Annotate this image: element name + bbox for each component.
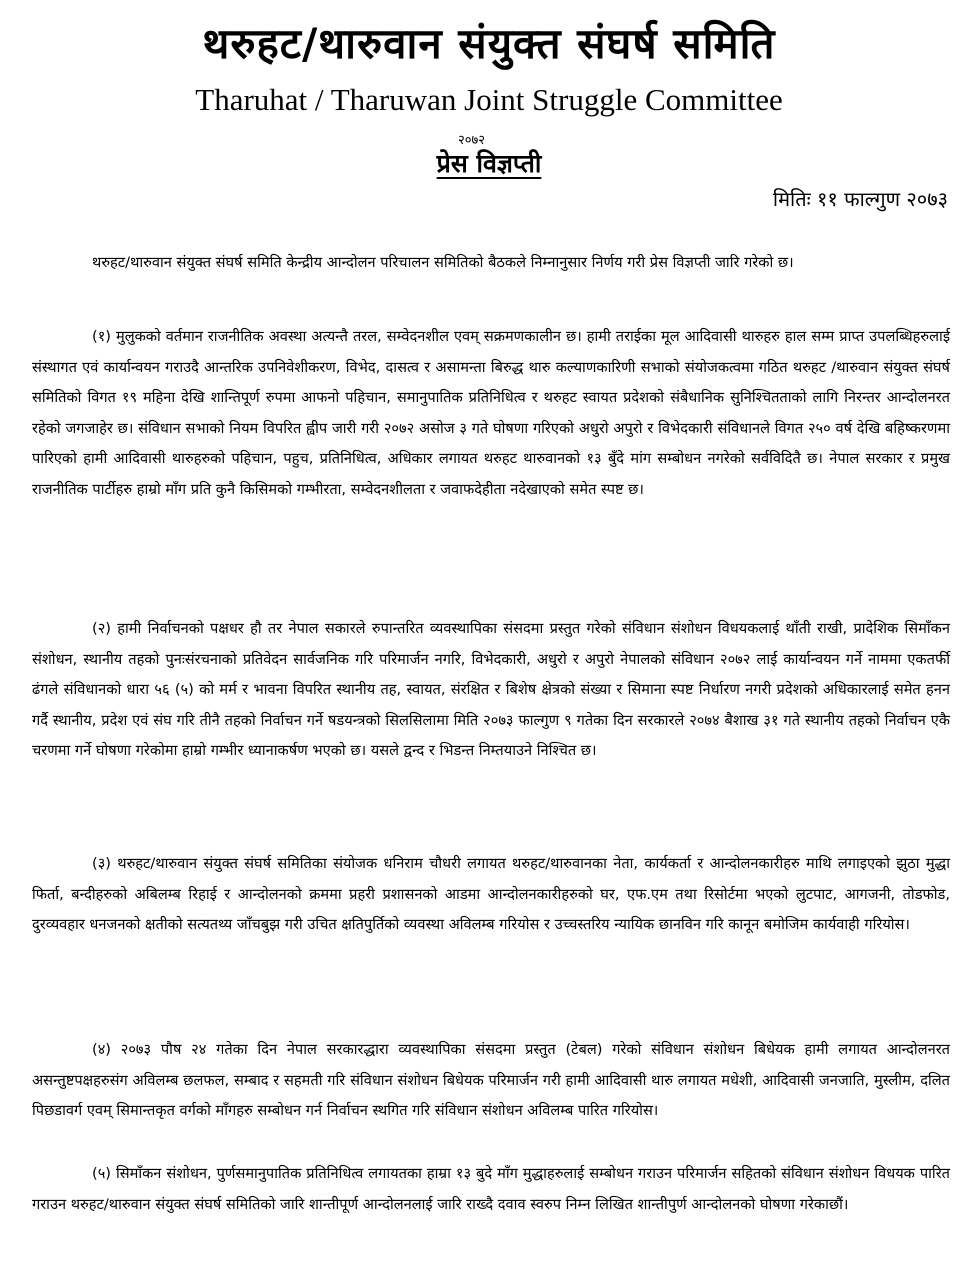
committee-title-english: Tharuhat / Tharuwan Joint Struggle Committee	[195, 82, 783, 117]
point-4-paragraph: (४) २०७३ पौष २४ गतेका दिन नेपाल सरकारद्धारा व्यवस्थापिका संसदमा प्रस्तुत (टेबल) गरेको संविधान संशोधन बिधेयक हामी लगायत आन्दोलनरत असन्तुष्टपक्षहरुसंग अविलम्ब छलफल, सम्बाद र सहमती गरि संविधान संशोधन बिधेयक परिमार्जन गरी हामी आदिवासी थारु लगायत मधेशी, आदिवासी जनजाति, मुस्लीम, दलित पिछडावर्ग एवम् सिमान्तकृत वर्गको माँगहरु सम्बोधन गर्न निर्वाचन स्थगित गरि संविधान संशोधन अविलम्ब पारित गरियोस।	[32, 1041, 950, 1119]
point-5-paragraph: (५) सिमाँकन संशोधन, पुर्णसमानुपातिक प्रतिनिधित्व लगायतका हाम्रा १३ बुदे माँग मुद्धाहरुलाई सम्बोधन गराउन परिमार्जन सहितको संविधान संशोधन विधयक पारित गराउन थरुहट/थारुवान संयुक्त संघर्ष समितिको जारि शान्तीपूर्ण आन्दोलनलाई जारि राख्दै दवाव स्वरुप निम्न लिखित शान्तीपुर्ण आन्दोलनको घोषणा गरेकाछौं।	[32, 1165, 950, 1213]
year-mark: २०७२	[458, 133, 486, 148]
point-2-paragraph: (२) हामी निर्वाचनको पक्षधर हौ तर नेपाल सकारले रुपान्तरित व्यवस्थापिका संसदमा प्रस्तुत गरेको संविधान संशोधन विधयकलाई थाँती राखी, प्रादेशिक सिमाँकन संशोधन, स्थानीय तहको पुनःसंरचनाको प्रतिवेदन सार्वजनिक गरि परिमार्जन नगरि, विभेदकारी, अधुरो र अपुरो नेपालको संविधान २०७२ लाई कार्यान्वयन गर्ने नाममा एकतर्फी ढंगले संविधानको धारा ५६ (५) को मर्म र भावना विपरित स्थानीय तह, स्वायत, संरक्षित र बिशेष क्षेत्रको संख्या र सिमाना स्पष्ट निर्धारण नगरी प्रदेशको अधिकारलाई समेत हनन गर्दै स्थानीय, प्रदेश एवं संघ गरि तीनै तहको निर्वाचन गर्ने षडयन्त्रको सिलसिलामा मिति २०७३ फाल्गुण ९ गतेका दिन सरकारले २०७४ बैशाख ३१ गते स्थानीय तहको निर्वाचन एकै चरणमा गर्ने घोषणा गरेकोमा हाम्रो गम्भीर ध्यानाकर्षण भएको छ। यसले द्वन्द र भिडन्त निम्तयाउने निश्चित छ।	[32, 620, 951, 759]
point-1-paragraph: (१) मुलुकको वर्तमान राजनीतिक अवस्था अत्यन्तै तरल, सम्वेदनशील एवम् सक्रमणकालीन छ। हामी तराईका मूल आदिवासी थारुहरु हाल सम्म प्राप्त उपलब्धिहरुलाई संस्थागत एवं कार्यान्वयन गराउदै आन्तरिक उपनिवेशीकरण, विभेद, दासत्व र असामन्ता बिरुद्ध थारु कल्याणकारिणी सभाको संयोजकत्वमा गठित थरुहट /थारुवान संयुक्त संघर्ष समितिको विगत १९ महिना देखि शान्तिपूर्ण रुपमा आफनो पहिचान, समानुपातिक प्रतिनिधित्व र थरुहट स्वायत प्रदेशको संबैधानिक सुनिश्चितताको लागि निरन्तर आन्दोलनरत रहेको जगजाहेर छ। संविधान सभाको नियम विपरित ह्वीप जारी गरी २०७२ असोज ३ गते घोषणा गरिएको अधुरो अपुरो र विभेदकारी संविधानले विगत २५० वर्ष देखि बहिष्करणमा पारिएको हामी आदिवासी थारुहरुको पहिचान, पहुच, प्रतिनिधित्व, अधिकार लगायत थरुहट थारुवानको १३ बुँदे मांग सम्बोधन नगरेको सर्वविदितै छ। नेपाल सरकार र प्रमुख राजनीतिक पार्टीहरु हाम्रो माँग प्रति कुनै किसिमको गम्भीरता, सम्वेदनशीलता र जवाफदेहीता नदेखाएको समेत स्पष्ट छ।	[32, 328, 950, 498]
press-release-heading-text: प्रेस विज्ञप्ती	[436, 149, 542, 178]
point-3-paragraph: (३) थरुहट/थारुवान संयुक्त संघर्ष समितिका संयोजक धनिराम चौधरी लगायत थरुहट/थारुवानका नेता, कार्यकर्ता र आन्दोलनकारीहरु माथि लगाइएको झुठा मुद्धा फिर्ता, बन्दीहरुको अबिलम्ब रिहाई र आन्दोलनको क्रममा प्रहरी प्रशासनको आडमा आन्दोलनकारीहरुको घर, एफ.एम तथा रिसोर्टमा भएको लुटपाट, आगजनी, तोडफोड, दुरव्यवहार धनजनको क्षतीको सत्यतथ्य जाँचबुझ गरी उचित क्षतिपुर्तिको व्यवस्था अविलम्ब गरियोस र उच्चस्तरिय न्यायिक छानविन गरि कानून बमोजिम कार्यवाही गरियोस।	[32, 855, 950, 933]
release-date: मितिः ११ फाल्गुण २०७३	[772, 187, 948, 211]
intro-paragraph: थरुहट/थारुवान संयुक्त संघर्ष समिति केन्द्रीय आन्दोलन परिचालन समितिको बैठकले निम्नानुसार निर्णय गरी प्रेस विज्ञप्ती जारि गरेको छ।	[92, 254, 794, 271]
press-release-heading	[0, 146, 978, 182]
committee-title-nepali: थरुहट/थारुवान संयुक्त संघर्ष समिति	[202, 19, 776, 68]
